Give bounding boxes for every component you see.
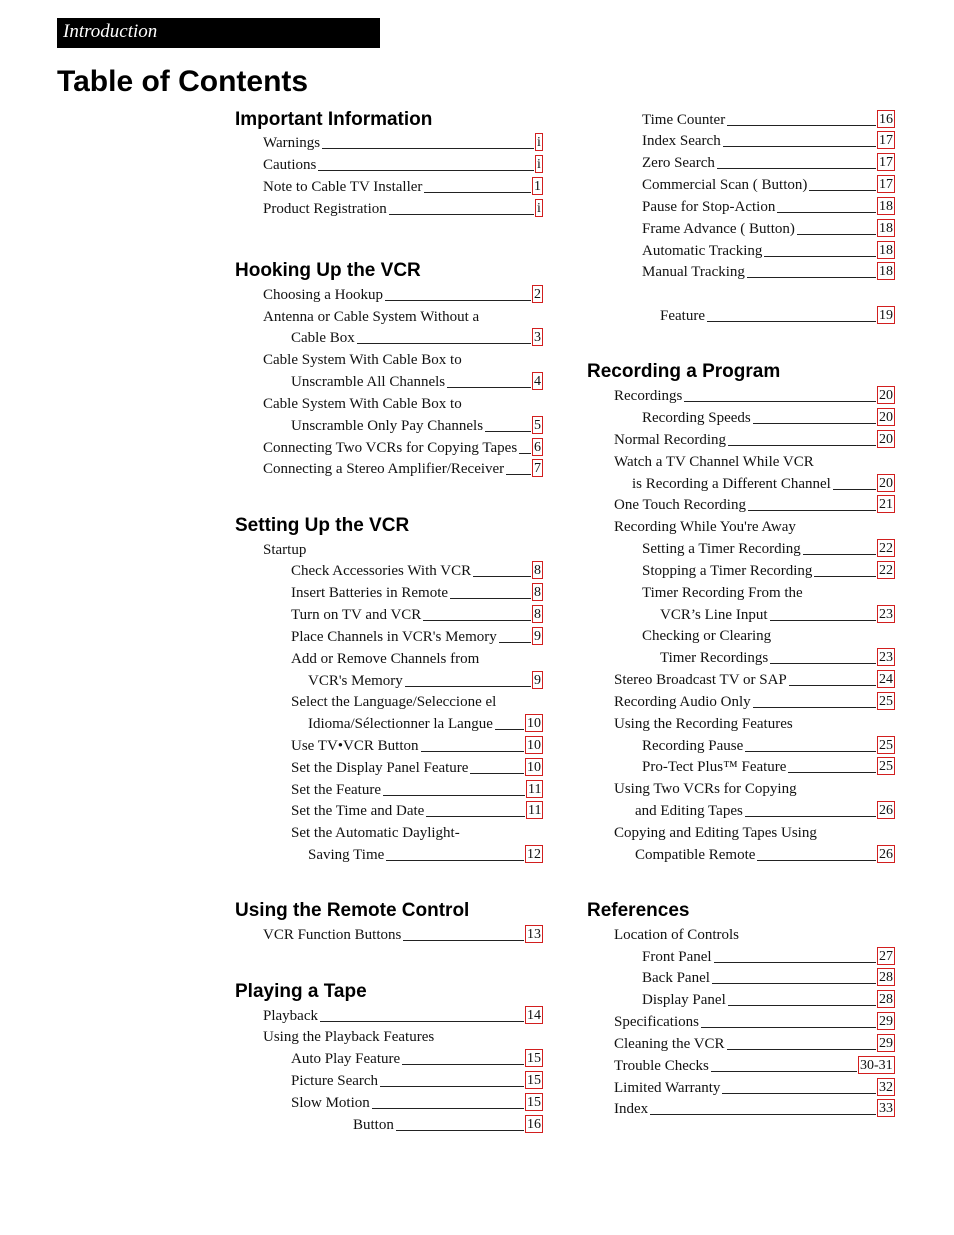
toc-entry[interactable] bbox=[642, 154, 895, 172]
toc-entry[interactable] bbox=[263, 286, 543, 304]
toc-leader-line bbox=[728, 445, 876, 446]
toc-page-link[interactable]: 13 bbox=[527, 927, 541, 942]
toc-entry-label: Connecting a Stereo Amplifier/Receiver bbox=[263, 461, 505, 477]
toc-entry[interactable] bbox=[614, 431, 895, 449]
toc-entry-label: Set the Feature bbox=[291, 782, 381, 798]
toc-page-link[interactable]: 29 bbox=[879, 1036, 893, 1051]
toc-entry[interactable] bbox=[291, 1094, 543, 1112]
toc-entry-label: Cable System With Cable Box to bbox=[263, 396, 462, 412]
toc-leader-line bbox=[723, 146, 876, 147]
toc-entry[interactable] bbox=[263, 200, 543, 218]
toc-entry-label: Button bbox=[353, 1117, 394, 1133]
toc-leader-line bbox=[506, 474, 531, 475]
toc-leader-line bbox=[320, 1021, 524, 1022]
toc-leader-line bbox=[473, 576, 531, 577]
toc-entry-label: Unscramble Only Pay Channels bbox=[291, 418, 484, 434]
toc-entry bbox=[263, 395, 543, 413]
toc-leader-line bbox=[405, 686, 531, 687]
toc-leader-line bbox=[385, 300, 531, 301]
toc-leader-line bbox=[789, 685, 876, 686]
toc-entry-label: is Recording a Different Channel bbox=[632, 476, 831, 492]
toc-leader-line bbox=[322, 148, 534, 149]
toc-entry-label: Pause for Stop-Action bbox=[642, 199, 776, 215]
toc-entry[interactable] bbox=[291, 802, 543, 820]
toc-entry-label: Recording Audio Only bbox=[614, 694, 751, 710]
toc-entry bbox=[291, 824, 543, 842]
toc-leader-line bbox=[499, 642, 531, 643]
toc-entry-label: Set the Time and Date bbox=[291, 803, 425, 819]
toc-entry-label: Recordings bbox=[614, 388, 683, 404]
toc-entry-label: Back Panel bbox=[642, 970, 710, 986]
toc-page-link[interactable]: 22 bbox=[879, 563, 893, 578]
toc-leader-line bbox=[803, 554, 876, 555]
toc-entry-label: Index bbox=[614, 1101, 649, 1117]
toc-entry[interactable] bbox=[291, 1050, 543, 1068]
toc-entry bbox=[614, 824, 895, 842]
toc-page-link[interactable]: 12 bbox=[527, 847, 541, 862]
toc-entry-label: Pro-Tect Plus™ Feature bbox=[642, 759, 787, 775]
toc-entry[interactable] bbox=[291, 417, 543, 435]
toc-page-link[interactable]: 17 bbox=[879, 133, 893, 148]
toc-entry[interactable] bbox=[263, 134, 543, 152]
toc-leader-line bbox=[403, 940, 524, 941]
toc-entry[interactable] bbox=[642, 737, 895, 755]
toc-page-link[interactable]: 8 bbox=[534, 607, 541, 622]
toc-entry[interactable] bbox=[635, 846, 895, 864]
toc-page-link[interactable]: 5 bbox=[534, 418, 541, 433]
toc-entry-label: Display Panel bbox=[642, 992, 726, 1008]
toc-entry[interactable] bbox=[642, 263, 895, 281]
toc-page-link[interactable]: 14 bbox=[527, 1008, 541, 1023]
toc-entry bbox=[614, 518, 895, 536]
toc-leader-line bbox=[650, 1114, 876, 1115]
toc-entry[interactable] bbox=[632, 475, 895, 493]
toc-entry[interactable] bbox=[642, 969, 895, 987]
toc-leader-line bbox=[383, 795, 525, 796]
toc-page-link[interactable]: 18 bbox=[879, 264, 893, 279]
toc-page-link[interactable]: 1 bbox=[534, 179, 541, 194]
toc-entry[interactable] bbox=[642, 758, 895, 776]
toc-leader-line bbox=[722, 1093, 876, 1094]
toc-entry-label: Warnings bbox=[263, 135, 321, 151]
toc-leader-line bbox=[450, 598, 531, 599]
toc-page-link[interactable]: 16 bbox=[879, 112, 893, 127]
toc-entry[interactable] bbox=[642, 242, 895, 260]
toc-page-link[interactable]: 24 bbox=[879, 672, 893, 687]
toc-page-link[interactable]: 20 bbox=[879, 432, 893, 447]
toc-entry-label: Place Channels in VCR's Memory bbox=[291, 629, 497, 645]
toc-leader-line bbox=[717, 168, 876, 169]
toc-entry[interactable] bbox=[614, 1057, 895, 1075]
toc-page-link[interactable]: i bbox=[537, 157, 541, 172]
toc-page-link[interactable]: 26 bbox=[879, 803, 893, 818]
toc-entry bbox=[291, 650, 543, 668]
toc-entry-label: Product Registration bbox=[263, 201, 387, 217]
toc-leader-line bbox=[809, 190, 876, 191]
toc-entry-label: Timer Recording From the bbox=[642, 585, 803, 601]
toc-entry[interactable] bbox=[614, 671, 895, 689]
toc-page-link[interactable]: 22 bbox=[879, 541, 893, 556]
toc-page-link[interactable]: 11 bbox=[528, 782, 542, 797]
toc-leader-line bbox=[380, 1086, 524, 1087]
toc-page-link[interactable]: 33 bbox=[879, 1101, 893, 1116]
toc-entry[interactable] bbox=[635, 802, 895, 820]
toc-entry-label: Stereo Broadcast TV or SAP bbox=[614, 672, 787, 688]
toc-entry[interactable] bbox=[291, 737, 543, 755]
toc-entry-label: Setting a Timer Recording bbox=[642, 541, 801, 557]
toc-entry bbox=[614, 715, 895, 733]
toc-entry[interactable] bbox=[353, 1116, 543, 1134]
toc-entry-label: Connecting Two VCRs for Copying Tapes bbox=[263, 440, 518, 456]
toc-entry-label: Zero Search bbox=[642, 155, 715, 171]
toc-entry[interactable] bbox=[642, 111, 895, 129]
toc-section-title: Playing a Tape bbox=[235, 981, 367, 1002]
toc-entry bbox=[291, 693, 543, 711]
toc-entry-label: Insert Batteries in Remote bbox=[291, 585, 449, 601]
toc-leader-line bbox=[372, 1108, 524, 1109]
toc-section-title: Setting Up the VCR bbox=[235, 515, 410, 536]
toc-leader-line bbox=[728, 1005, 876, 1006]
toc-section-title: Important Information bbox=[235, 109, 433, 130]
toc-entry-label: Timer Recordings bbox=[660, 650, 769, 666]
toc-entry[interactable] bbox=[614, 1035, 895, 1053]
toc-entry-label: Checking or Clearing bbox=[642, 628, 772, 644]
toc-entry[interactable] bbox=[642, 132, 895, 150]
toc-page-link[interactable]: 26 bbox=[879, 847, 893, 862]
toc-entry-label: Set the Automatic Daylight- bbox=[291, 825, 460, 841]
toc-entry[interactable] bbox=[291, 781, 543, 799]
toc-entry[interactable] bbox=[308, 672, 543, 690]
toc-page-link[interactable]: i bbox=[537, 201, 541, 216]
toc-entry-label: Index Search bbox=[642, 133, 721, 149]
toc-entry-label: Playback bbox=[263, 1008, 318, 1024]
toc-page-link[interactable]: i bbox=[537, 135, 541, 150]
toc-entry-label: Manual Tracking bbox=[642, 264, 745, 280]
toc-page-link[interactable]: 28 bbox=[879, 970, 893, 985]
toc-entry[interactable] bbox=[614, 1013, 895, 1031]
toc-entry-label: VCR’s Line Input bbox=[660, 607, 768, 623]
toc-entry-label: Watch a TV Channel While VCR bbox=[614, 454, 814, 470]
toc-entry[interactable] bbox=[291, 562, 543, 580]
toc-page-link[interactable]: 2 bbox=[534, 287, 541, 302]
toc-entry-label: Slow Motion bbox=[291, 1095, 370, 1111]
toc-page-link[interactable]: 20 bbox=[879, 476, 893, 491]
toc-leader-line bbox=[402, 1064, 524, 1065]
toc-entry[interactable] bbox=[642, 176, 895, 194]
toc-entry-label: Trouble Checks bbox=[614, 1058, 709, 1074]
toc-page-link[interactable]: 15 bbox=[527, 1051, 541, 1066]
toc-entry-label: Automatic Tracking bbox=[642, 243, 763, 259]
toc-entry bbox=[263, 541, 543, 559]
toc-leader-line bbox=[777, 212, 876, 213]
toc-leader-line bbox=[684, 401, 876, 402]
toc-entry[interactable] bbox=[263, 178, 543, 196]
toc-leader-line bbox=[745, 816, 876, 817]
toc-entry-label: Using the Playback Features bbox=[263, 1029, 435, 1045]
toc-page-link[interactable]: 29 bbox=[879, 1014, 893, 1029]
toc-entry[interactable] bbox=[642, 948, 895, 966]
toc-page-link[interactable]: 9 bbox=[534, 673, 541, 688]
toc-entry-label: Cable System With Cable Box to bbox=[263, 352, 462, 368]
toc-leader-line bbox=[797, 234, 876, 235]
toc-entry[interactable] bbox=[614, 387, 895, 405]
toc-leader-line bbox=[485, 431, 531, 432]
toc-entry-label: Select the Language/Seleccione el bbox=[291, 694, 497, 710]
toc-entry bbox=[263, 351, 543, 369]
section-header-label: Introduction bbox=[63, 21, 158, 42]
toc-entry[interactable] bbox=[614, 693, 895, 711]
toc-entry[interactable] bbox=[614, 1100, 895, 1118]
toc-page-link[interactable]: 25 bbox=[879, 759, 893, 774]
toc-page-link[interactable]: 15 bbox=[527, 1095, 541, 1110]
toc-leader-line bbox=[753, 423, 876, 424]
toc-entry bbox=[642, 584, 895, 602]
toc-entry[interactable] bbox=[660, 307, 895, 325]
toc-page-link[interactable]: 18 bbox=[879, 243, 893, 258]
toc-entry-label: Normal Recording bbox=[614, 432, 727, 448]
toc-leader-line bbox=[424, 192, 531, 193]
toc-entry-label: Unscramble All Channels bbox=[291, 374, 446, 390]
toc-page-link[interactable]: 8 bbox=[534, 563, 541, 578]
toc-entry-label: One Touch Recording bbox=[614, 497, 746, 513]
toc-entry-label: Startup bbox=[263, 542, 307, 558]
toc-entry[interactable] bbox=[308, 846, 543, 864]
toc-entry bbox=[614, 780, 895, 798]
toc-entry[interactable] bbox=[263, 439, 543, 457]
toc-page-link[interactable]: 20 bbox=[879, 388, 893, 403]
toc-leader-line bbox=[470, 773, 524, 774]
toc-entry[interactable] bbox=[642, 220, 895, 238]
toc-leader-line bbox=[748, 510, 876, 511]
toc-page-link[interactable]: 18 bbox=[879, 221, 893, 236]
toc-entry[interactable] bbox=[614, 496, 895, 514]
toc-leader-line bbox=[426, 816, 525, 817]
toc-entry[interactable] bbox=[291, 628, 543, 646]
toc-page-link[interactable]: 10 bbox=[527, 760, 541, 775]
toc-page-link[interactable]: 8 bbox=[534, 585, 541, 600]
toc-entry-label: Location of Controls bbox=[614, 927, 739, 943]
toc-page-link[interactable]: 32 bbox=[879, 1080, 893, 1095]
toc-leader-line bbox=[788, 772, 876, 773]
toc-entry-label: Auto Play Feature bbox=[291, 1051, 401, 1067]
toc-entry-label: Add or Remove Channels from bbox=[291, 651, 480, 667]
toc-entry[interactable] bbox=[263, 156, 543, 174]
toc-entry-label: Specifications bbox=[614, 1014, 699, 1030]
toc-entry[interactable] bbox=[291, 1072, 543, 1090]
toc-entry-label: Copying and Editing Tapes Using bbox=[614, 825, 817, 841]
toc-leader-line bbox=[727, 1049, 876, 1050]
toc-entry-label: Cleaning the VCR bbox=[614, 1036, 725, 1052]
toc-leader-line bbox=[764, 256, 876, 257]
toc-section-title: References bbox=[587, 900, 690, 921]
toc-page-link[interactable]: 23 bbox=[879, 650, 893, 665]
toc-entry-label: Set the Display Panel Feature bbox=[291, 760, 469, 776]
toc-section-title: Recording a Program bbox=[587, 361, 781, 382]
toc-entry-label: Time Counter bbox=[642, 112, 726, 128]
section-header-bar bbox=[57, 18, 380, 48]
toc-entry-label: Using Two VCRs for Copying bbox=[614, 781, 797, 797]
toc-page-link[interactable]: 9 bbox=[534, 629, 541, 644]
toc-leader-line bbox=[519, 453, 531, 454]
toc-entry-label: Limited Warranty bbox=[614, 1080, 721, 1096]
toc-entry[interactable] bbox=[308, 715, 543, 733]
toc-entry-label: Cautions bbox=[263, 157, 317, 173]
toc-page-link[interactable]: 4 bbox=[534, 374, 541, 389]
page-title: Table of Contents bbox=[57, 65, 309, 98]
toc-page-link[interactable]: 11 bbox=[528, 803, 542, 818]
toc-entry[interactable] bbox=[642, 540, 895, 558]
toc-page-link[interactable]: 25 bbox=[879, 694, 893, 709]
toc-entry-label: Turn on TV and VCR bbox=[291, 607, 422, 623]
toc-leader-line bbox=[747, 277, 876, 278]
toc-page-link[interactable]: 10 bbox=[527, 716, 541, 731]
toc-entry[interactable] bbox=[263, 926, 543, 944]
toc-section-title: Hooking Up the VCR bbox=[235, 260, 421, 281]
toc-leader-line bbox=[386, 860, 524, 861]
toc-entry bbox=[614, 453, 895, 471]
toc-entry-label: Commercial Scan ( Button) bbox=[642, 177, 808, 193]
toc-page-link[interactable]: 15 bbox=[527, 1073, 541, 1088]
toc-leader-line bbox=[712, 983, 876, 984]
toc-leader-line bbox=[447, 387, 531, 388]
toc-entry[interactable] bbox=[291, 373, 543, 391]
toc-entry[interactable] bbox=[642, 198, 895, 216]
toc-leader-line bbox=[701, 1027, 876, 1028]
toc-entry[interactable] bbox=[660, 606, 895, 624]
toc-page-link[interactable]: 16 bbox=[527, 1117, 541, 1132]
toc-leader-line bbox=[495, 729, 524, 730]
toc-entry-label: Recording Speeds bbox=[642, 410, 751, 426]
toc-entry-label: Use TV•VCR Button bbox=[291, 738, 419, 754]
toc-page-link[interactable]: 27 bbox=[879, 949, 893, 964]
toc-entry-label: Cable Box bbox=[291, 330, 355, 346]
toc-page-link[interactable]: 17 bbox=[879, 177, 893, 192]
toc-entry[interactable] bbox=[291, 759, 543, 777]
toc-leader-line bbox=[714, 962, 876, 963]
toc-entry[interactable] bbox=[263, 460, 543, 478]
toc-leader-line bbox=[770, 620, 876, 621]
toc-page-link[interactable]: 10 bbox=[527, 738, 541, 753]
toc-page-link[interactable]: 30-31 bbox=[860, 1058, 893, 1073]
toc-entry bbox=[263, 308, 543, 326]
toc-entry-label: Compatible Remote bbox=[635, 847, 756, 863]
toc-entry-label: Recording While You're Away bbox=[614, 519, 796, 535]
toc-entry-label: Antenna or Cable System Without a bbox=[263, 309, 480, 325]
toc-page-link[interactable]: 6 bbox=[534, 440, 541, 455]
toc-entry-label: Choosing a Hookup bbox=[263, 287, 383, 303]
toc-entry-label: Feature bbox=[660, 308, 705, 324]
toc-page-link[interactable]: 28 bbox=[879, 992, 893, 1007]
toc-leader-line bbox=[423, 620, 531, 621]
toc-page-link[interactable]: 23 bbox=[879, 607, 893, 622]
toc-leader-line bbox=[711, 1071, 857, 1072]
toc-entry[interactable] bbox=[291, 584, 543, 602]
toc-leader-line bbox=[707, 321, 876, 322]
toc-page-link[interactable]: 19 bbox=[879, 308, 893, 323]
toc-entry-label: Idioma/Sélectionner la Langue bbox=[308, 716, 493, 732]
toc-entry bbox=[263, 1028, 543, 1046]
toc-leader-line bbox=[318, 170, 534, 171]
toc-page-link[interactable]: 20 bbox=[879, 410, 893, 425]
toc-leader-line bbox=[833, 489, 876, 490]
toc-leader-line bbox=[757, 860, 876, 861]
toc-entry-label: Recording Pause bbox=[642, 738, 744, 754]
toc-entry-label: VCR Function Buttons bbox=[263, 927, 402, 943]
toc-entry-label: VCR's Memory bbox=[308, 673, 403, 689]
toc-page-link[interactable]: 17 bbox=[879, 155, 893, 170]
toc-entry-label: Note to Cable TV Installer bbox=[263, 179, 423, 195]
toc-entry-label: Check Accessories With VCR bbox=[291, 563, 472, 579]
toc-entry[interactable] bbox=[660, 649, 895, 667]
toc-entry[interactable] bbox=[291, 606, 543, 624]
toc-entry[interactable] bbox=[291, 329, 543, 347]
toc-entry-label: Stopping a Timer Recording bbox=[642, 563, 813, 579]
toc-page-link[interactable]: 3 bbox=[534, 330, 541, 345]
toc-entry-label: Picture Search bbox=[291, 1073, 379, 1089]
toc-leader-line bbox=[396, 1130, 524, 1131]
toc-leader-line bbox=[357, 343, 531, 344]
toc-entry bbox=[614, 926, 895, 944]
toc-leader-line bbox=[745, 751, 876, 752]
toc-page-link[interactable]: 21 bbox=[879, 497, 893, 512]
toc-entry[interactable] bbox=[263, 1007, 543, 1025]
toc-leader-line bbox=[727, 125, 876, 126]
toc-entry bbox=[642, 627, 895, 645]
toc-page-link[interactable]: 18 bbox=[879, 199, 893, 214]
toc-leader-line bbox=[753, 707, 876, 708]
toc-leader-line bbox=[421, 751, 524, 752]
toc-entry-label: Saving Time bbox=[308, 847, 385, 863]
toc-entry-label: Frame Advance ( Button) bbox=[642, 221, 795, 237]
toc-page-link[interactable]: 25 bbox=[879, 738, 893, 753]
toc-page-link[interactable]: 7 bbox=[534, 461, 541, 476]
toc-leader-line bbox=[770, 663, 876, 664]
toc-leader-line bbox=[389, 214, 534, 215]
toc-entry-label: and Editing Tapes bbox=[635, 803, 743, 819]
toc-entry[interactable] bbox=[642, 409, 895, 427]
toc-section-title: Using the Remote Control bbox=[235, 900, 470, 921]
toc-entry-label: Using the Recording Features bbox=[614, 716, 793, 732]
toc-leader-line bbox=[814, 576, 876, 577]
toc-entry[interactable] bbox=[642, 991, 895, 1009]
toc-entry[interactable] bbox=[642, 562, 895, 580]
toc-entry[interactable] bbox=[614, 1079, 895, 1097]
toc-entry-label: Front Panel bbox=[642, 949, 712, 965]
